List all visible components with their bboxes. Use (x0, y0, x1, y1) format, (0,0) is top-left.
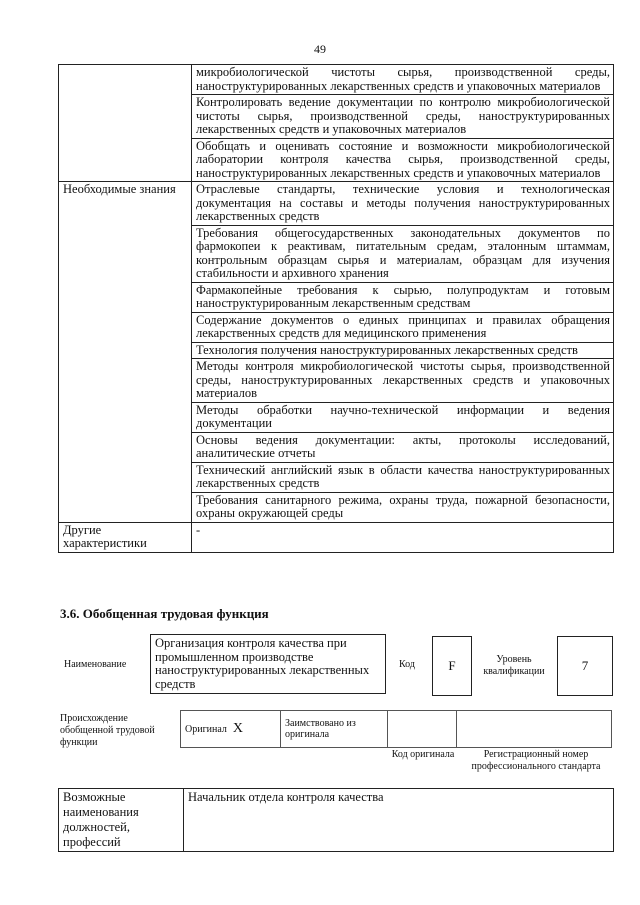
row-text: Технология получения наноструктурированных лекарственных средств (192, 342, 614, 359)
positions-table (58, 788, 614, 852)
row-text: микробиологической чистоты сырья, производственной среды, наноструктурированных лекарственных средств и упаковочных материалов (192, 65, 614, 95)
row-text: Методы обработки научно-технической информации и ведения документации (192, 402, 614, 432)
code-label: Код (399, 659, 415, 670)
competency-table-body (59, 65, 614, 553)
positions-value: Начальник отдела контроля качества (184, 789, 614, 852)
table-row (59, 65, 614, 95)
borrowed-label: Заимствовано из оригинала (281, 711, 388, 748)
row-label: Необходимые знания (59, 182, 192, 523)
table-row (59, 182, 614, 226)
row-label: Другие характеристики (59, 522, 192, 552)
level-value: 7 (557, 636, 613, 696)
row-text: Содержание документов о единых принципах и правилах обращения лекарственных средств для медицинского применения (192, 312, 614, 342)
original-mark: X (232, 721, 244, 736)
origin-table (180, 710, 612, 748)
row-text: Основы ведения документации: акты, протоколы исследований, аналитические отчеты (192, 432, 614, 462)
level-label: Уровень квалификации (483, 654, 545, 677)
origin-reg-cell (457, 711, 612, 748)
name-label: Наименование (64, 659, 127, 670)
origin-code-cell (388, 711, 457, 748)
row-text: Фармакопейные требования к сырью, полупродуктам и готовым наноструктурированным лекарственным средствам (192, 282, 614, 312)
section-title: 3.6. Обобщенная трудовая функция (60, 606, 269, 621)
code-original-caption: Код оригинала (391, 749, 455, 760)
original-label: Оригинал (185, 724, 227, 735)
code-value: F (432, 636, 472, 696)
row-label (59, 65, 192, 182)
positions-label: Возможные наименования должностей, профессий (59, 789, 184, 852)
competency-table (58, 64, 614, 553)
reg-number-caption: Регистрационный номер профессионального стандарта (471, 749, 601, 772)
page-number: 49 (314, 42, 326, 56)
row-text: - (192, 522, 614, 552)
row-text: Контролировать ведение документации по контролю микробиологической чистоты сырья, производственной среды, наноструктурированных лекарственных средств и упаковочных материалов (192, 95, 614, 139)
origin-label: Происхождение обобщенной трудовой функции (60, 713, 155, 748)
row-text: Обобщать и оценивать состояние и возможности микробиологической лаборатории контроля качества сырья, производственной среды, наноструктурированных лекарственных средств и упаковочных материалов (192, 138, 614, 182)
row-text: Технический английский язык в области качества наноструктурированных лекарственных средств (192, 462, 614, 492)
original-cell (181, 711, 281, 748)
row-text: Методы контроля микробиологической чистоты сырья, производственной среды, наноструктурированных лекарственных средств и упаковочных материалов (192, 359, 614, 403)
row-text: Отраслевые стандарты, технические условия и технологическая документация на составы и методы получения наноструктурированных лекарственных средств (192, 182, 614, 226)
table-row (59, 522, 614, 552)
row-text: Требования общегосударственных законодательных документов по фармокопеи к реактивам, питательным средам, эталонным штаммам, контрольным образцам сырья и материалам, образцам для изучения стабильности и архивного хранения (192, 225, 614, 282)
name-value: Организация контроля качества при промышленном производстве наноструктурированных лекарственных средств (150, 634, 386, 694)
row-text: Требования санитарного режима, охраны труда, пожарной безопасности, охраны окружающей среды (192, 492, 614, 522)
